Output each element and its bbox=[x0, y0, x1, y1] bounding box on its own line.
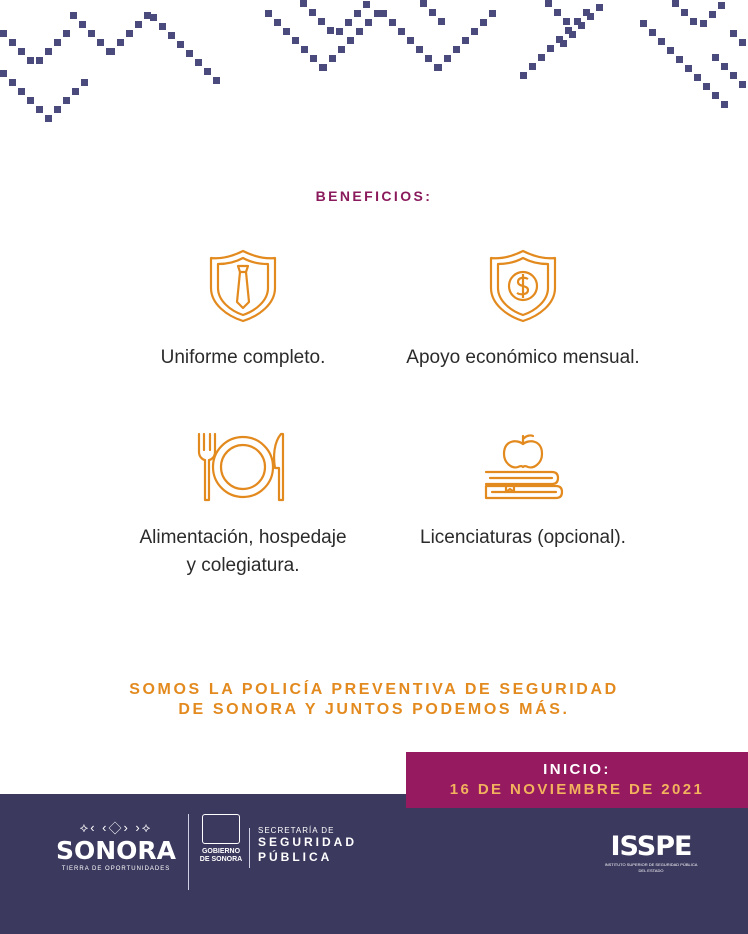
slogan: SOMOS LA POLICÍA PREVENTIVA DE SEGURIDAD DE SONORA Y JUNTOS PODEMOS MÁS. bbox=[129, 681, 619, 718]
benefits-heading: BENEFICIOS: bbox=[315, 188, 433, 204]
start-date-banner bbox=[406, 752, 748, 808]
benefit-label: Alimentación, hospedaje y colegiatura. bbox=[139, 527, 347, 576]
sonora-tagline: TIERRA DE OPORTUNIDADES bbox=[61, 866, 171, 872]
benefit-label: Licenciaturas (opcional). bbox=[420, 527, 626, 548]
seal-icon bbox=[202, 814, 240, 844]
shield-tie-icon bbox=[207, 248, 279, 324]
divider bbox=[188, 814, 189, 890]
shield-dollar-icon bbox=[487, 248, 559, 324]
fork-plate-knife-icon bbox=[193, 430, 293, 504]
divider bbox=[249, 828, 250, 868]
start-label: INICIO: bbox=[543, 761, 611, 778]
benefit-label: Apoyo económico mensual. bbox=[406, 347, 640, 368]
start-date: 16 DE NOVIEMBRE DE 2021 bbox=[449, 781, 705, 798]
sonora-name: SONORA bbox=[55, 836, 177, 865]
seguridad-publica-logo: SECRETARÍA DE SEGURIDAD PÚBLICA bbox=[258, 826, 358, 864]
sonora-glyphs: ⟡‹ ‹◇› ›⟡ bbox=[79, 820, 153, 835]
gobierno-seal: GOBIERNO DE SONORA bbox=[196, 814, 246, 864]
sonora-logo bbox=[48, 820, 184, 872]
decorative-pixel-pattern bbox=[0, 0, 748, 140]
apple-books-icon bbox=[482, 430, 564, 504]
footer bbox=[0, 794, 748, 934]
benefit-label: Uniforme completo. bbox=[160, 347, 326, 368]
isspe-logo: ISSPE INSTITUTO SUPERIOR DE SEGURIDAD PÚBLICA DEL ESTADO bbox=[604, 831, 698, 873]
benefit-degrees bbox=[358, 430, 688, 552]
benefit-monthly-support bbox=[358, 248, 688, 372]
